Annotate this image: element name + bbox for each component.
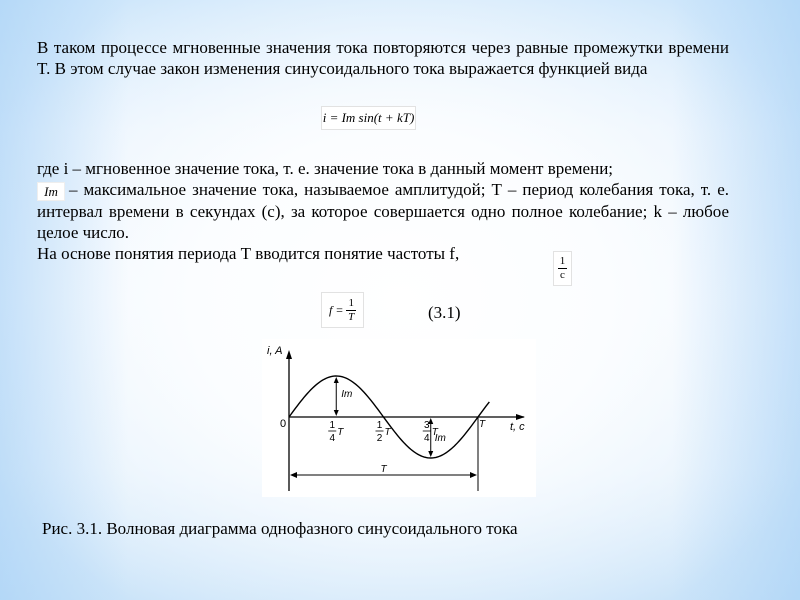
x-tick-0-unit: T [337, 427, 344, 438]
definition-i: где i – мгновенное значение тока, т. е. значение тока в данный момент времени; [37, 159, 614, 178]
x-tick-2-unit: T [431, 427, 438, 438]
x-tick-3-label: T [479, 419, 486, 430]
formula-sinusoidal-law [321, 106, 416, 130]
x-tick-1-den: 2 [376, 433, 383, 444]
wave-diagram [262, 339, 536, 497]
unit-fraction-den: с [560, 269, 565, 281]
formula-frequency-lhs: f = [329, 302, 344, 317]
definition-frequency [37, 243, 729, 264]
y-axis-label: i, A [267, 345, 283, 357]
formula-frequency [321, 292, 364, 328]
x-tick-0-den: 4 [329, 433, 336, 444]
frequency-text: На основе понятия периода Т вводится понятие частоты f, [37, 243, 460, 263]
definition-im-text: – максимальное значение тока, называемое амплитудой; Т – период колебания тока, т. е. интервал времени в секундах (с), за которое совершается одно полное колебание; k – любое целое число. [37, 180, 729, 242]
equation-number: (3.1) [428, 303, 461, 322]
formula-frequency-num: 1 [348, 296, 354, 309]
formula-sinusoidal-law-text: i = Im sin(t + kT) [322, 110, 415, 125]
x-tick-2-num: 3 [423, 420, 430, 431]
definition-im [37, 179, 729, 243]
x-tick-0-num: 1 [329, 420, 336, 431]
paragraph-intro [37, 37, 729, 79]
paragraph-intro-text: В таком процессе мгновенные значения тока повторяются через равные промежутки времени T. В этом случае закон изменения синусоидального тока выражается функцией вида [37, 38, 729, 78]
x-tick-2-den: 4 [423, 433, 430, 444]
period-label: T [380, 464, 387, 475]
figure-caption: Рис. 3.1. Волновая диаграмма однофазного синусоидального тока [42, 519, 518, 538]
x-axis-label: t, c [510, 421, 525, 433]
amplitude-label-positive: Im [341, 389, 353, 400]
paragraph-definitions [37, 158, 729, 264]
origin-label: 0 [280, 418, 287, 430]
formula-frequency-den: T [348, 310, 355, 323]
unit-fraction-num: 1 [559, 255, 566, 267]
chart-background [262, 339, 536, 497]
x-tick-1-unit: T [384, 427, 391, 438]
im-symbol: Im [37, 182, 65, 201]
amplitude-label-negative: Im [434, 433, 446, 444]
unit-fraction [553, 251, 572, 286]
x-tick-1-num: 1 [376, 420, 383, 431]
